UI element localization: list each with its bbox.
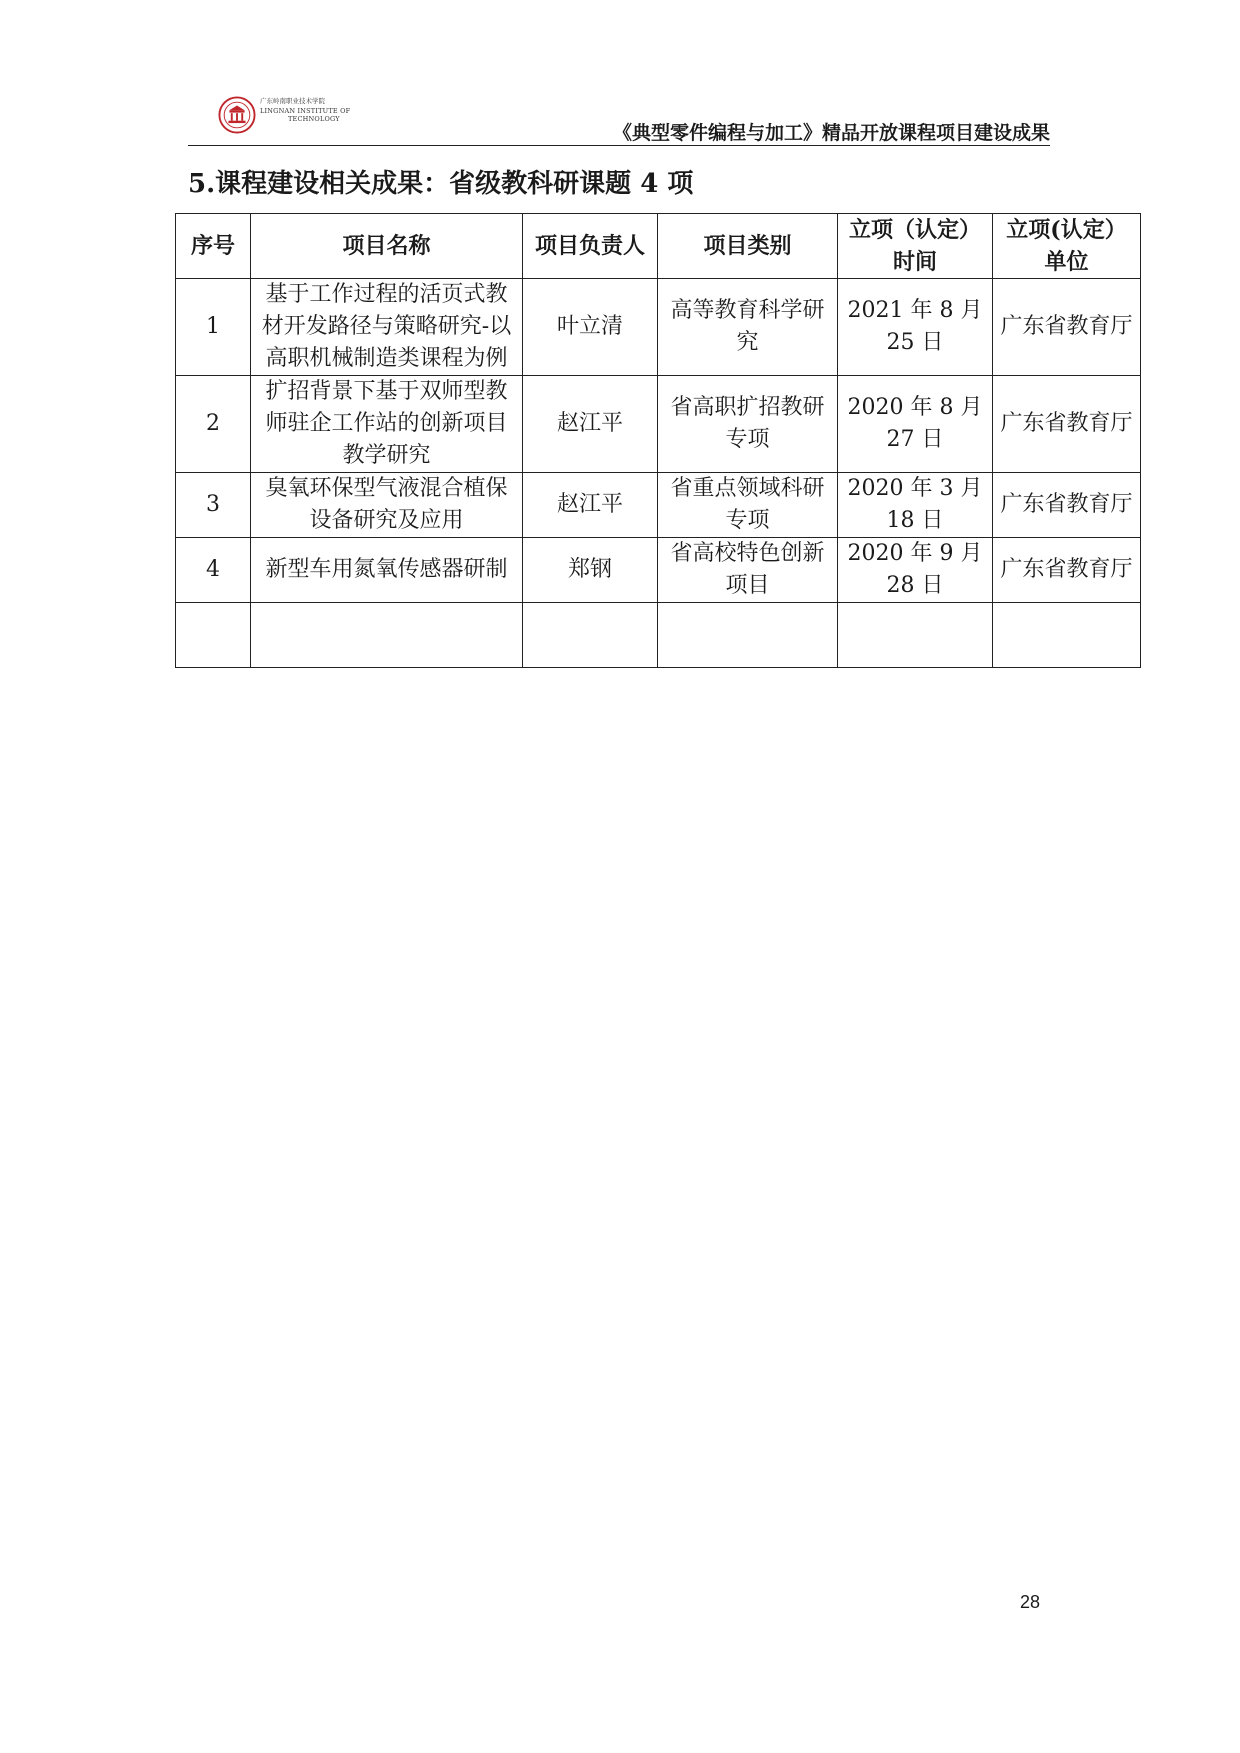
cell-leader: 郑钢 [523, 538, 658, 603]
cell-category: 省高职扩招教研专项 [658, 376, 838, 473]
section-title: 5.课程建设相关成果：省级教科研课题 4 项 [188, 169, 694, 199]
projects-table [175, 213, 1141, 668]
page-number: 28 [1020, 1592, 1041, 1612]
cell-no: 2 [176, 376, 251, 473]
header-title: 《典型零件编程与加工》精品开放课程项目建设成果 [612, 122, 1050, 144]
cell-project-name: 新型车用氮氧传感器研制 [251, 538, 523, 603]
empty-cell [523, 603, 658, 668]
table-row [176, 473, 1141, 538]
cell-leader: 赵江平 [523, 473, 658, 538]
cell-unit: 广东省教育厅 [993, 376, 1141, 473]
table-header-row [176, 214, 1141, 279]
cell-date: 2020 年 9 月 28 日 [838, 538, 993, 603]
header-no: 序号 [176, 214, 251, 279]
empty-cell [838, 603, 993, 668]
page-header [188, 88, 1050, 146]
logo-chinese-name: 广东岭南职业技术学院 [260, 97, 325, 105]
cell-project-name: 臭氧环保型气液混合植保设备研究及应用 [251, 473, 523, 538]
header-divider [188, 145, 1050, 146]
seal-icon [218, 96, 256, 134]
cell-date: 2021 年 8 月 25 日 [838, 279, 993, 376]
institute-logo [218, 94, 368, 138]
empty-cell [251, 603, 523, 668]
cell-project-name: 基于工作过程的活页式教材开发路径与策略研究-以高职机械制造类课程为例 [251, 279, 523, 376]
logo-english-name-line1: LINGNAN INSTITUTE OF [260, 106, 351, 115]
cell-no: 4 [176, 538, 251, 603]
cell-leader: 赵江平 [523, 376, 658, 473]
header-category: 项目类别 [658, 214, 838, 279]
cell-date: 2020 年 8 月 27 日 [838, 376, 993, 473]
empty-table-row [176, 603, 1141, 668]
table-row [176, 279, 1141, 376]
logo-english-name-line2: TECHNOLOGY [288, 115, 340, 123]
empty-cell [658, 603, 838, 668]
cell-project-name: 扩招背景下基于双师型教师驻企工作站的创新项目教学研究 [251, 376, 523, 473]
header-date: 立项（认定）时间 [838, 214, 993, 279]
cell-category: 高等教育科学研究 [658, 279, 838, 376]
cell-unit: 广东省教育厅 [993, 538, 1141, 603]
cell-no: 3 [176, 473, 251, 538]
cell-category: 省高校特色创新项目 [658, 538, 838, 603]
cell-date: 2020 年 3 月 18 日 [838, 473, 993, 538]
header-project-name: 项目名称 [251, 214, 523, 279]
cell-unit: 广东省教育厅 [993, 473, 1141, 538]
header-unit: 立项(认定）单位 [993, 214, 1141, 279]
cell-leader: 叶立清 [523, 279, 658, 376]
table-row [176, 538, 1141, 603]
cell-no: 1 [176, 279, 251, 376]
cell-unit: 广东省教育厅 [993, 279, 1141, 376]
header-leader: 项目负责人 [523, 214, 658, 279]
empty-cell [993, 603, 1141, 668]
empty-cell [176, 603, 251, 668]
cell-category: 省重点领域科研专项 [658, 473, 838, 538]
table-row [176, 376, 1141, 473]
